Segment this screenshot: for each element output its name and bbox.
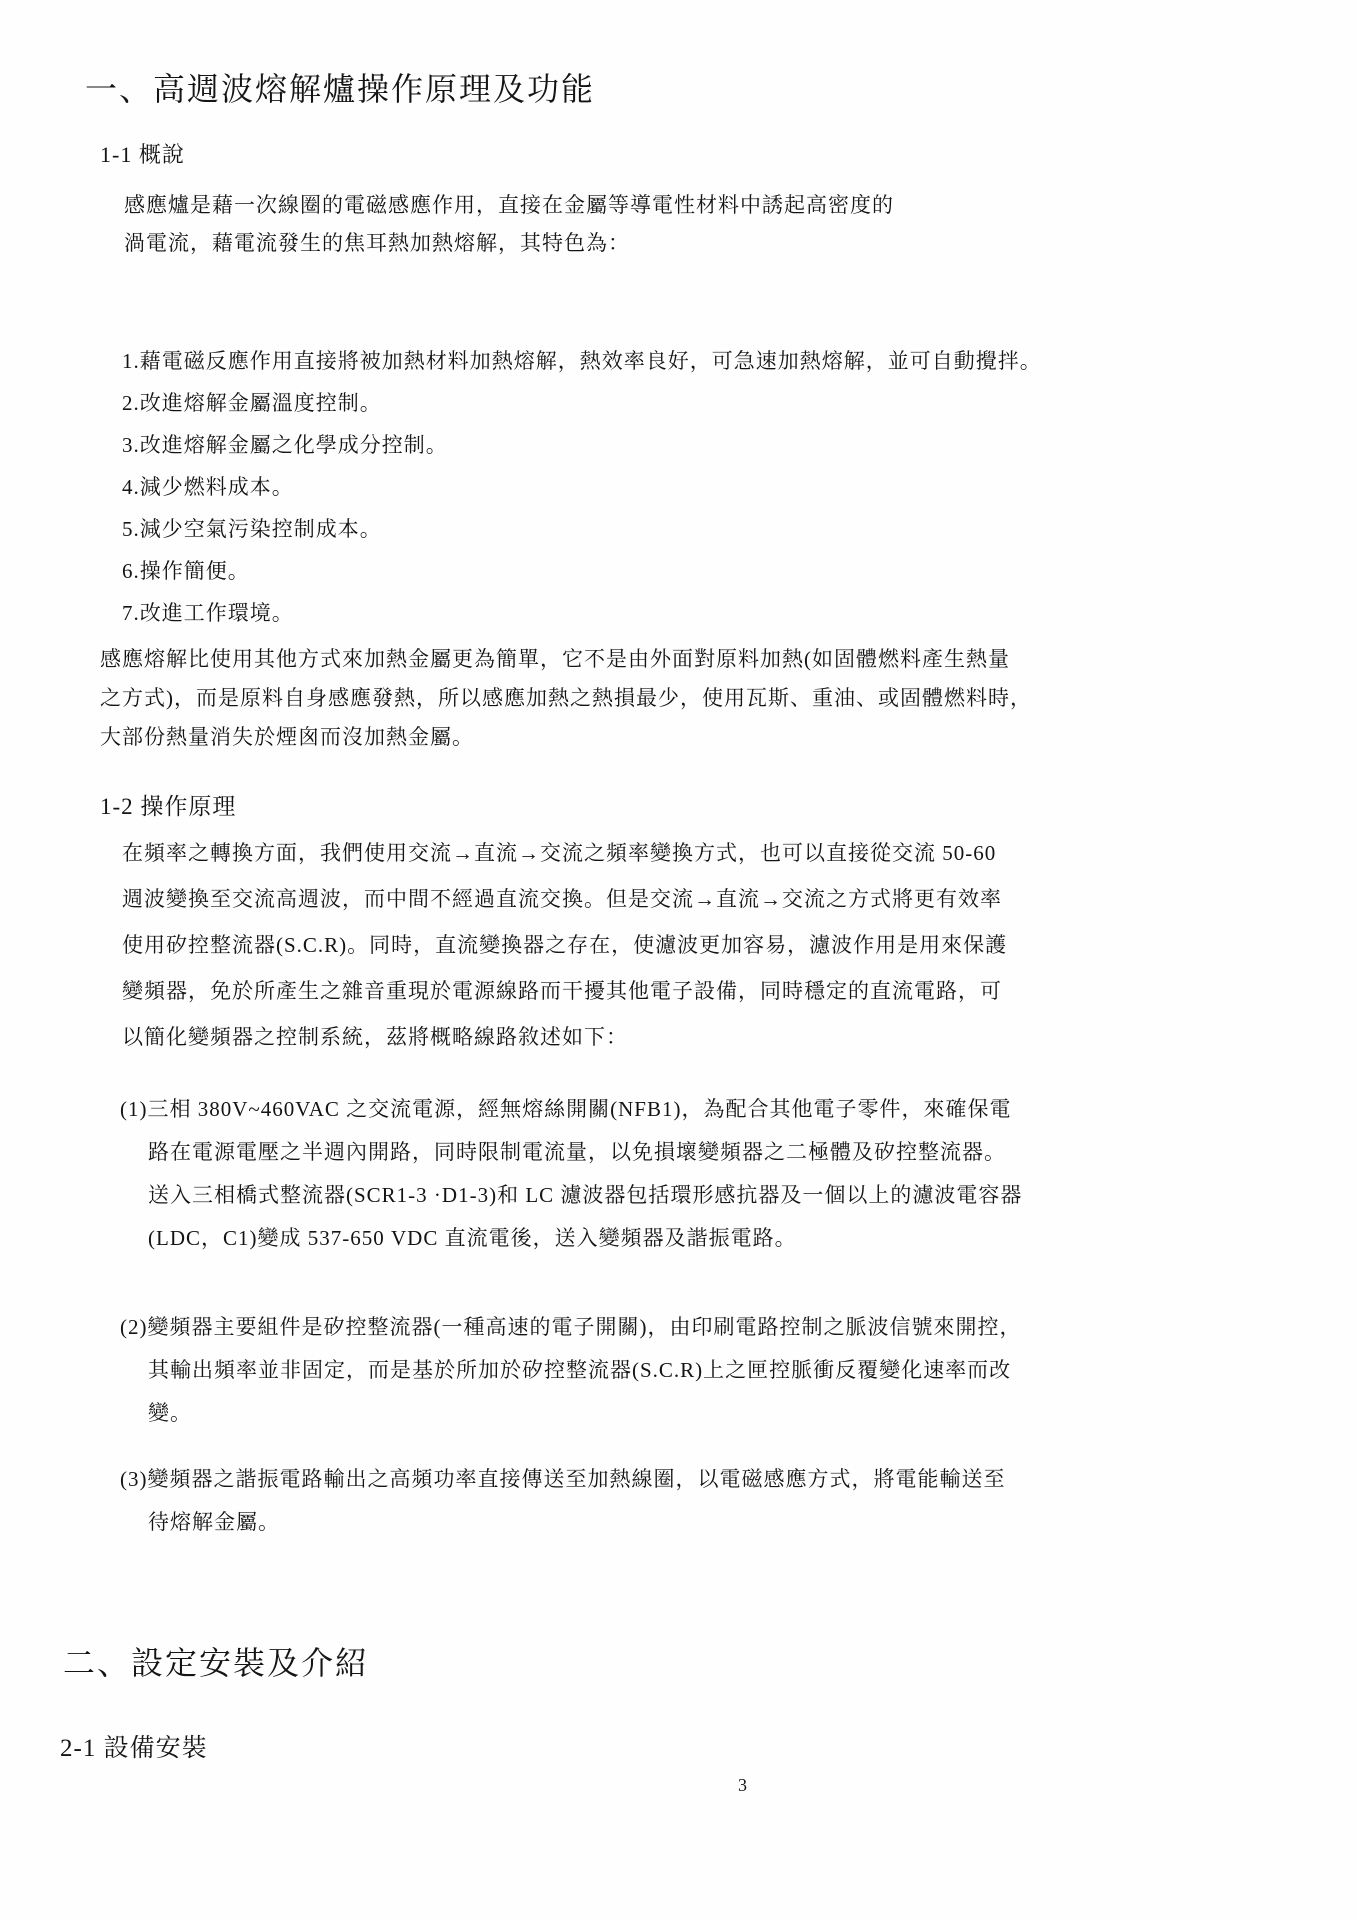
section-2-title: 二、設定安裝及介紹 bbox=[63, 1645, 370, 1681]
feature-item: 3.改進熔解金屬之化學成分控制。 bbox=[122, 433, 448, 457]
paragraph-line: 使用矽控整流器(S.C.R)。同時，直流變換器之存在，使濾波更加容易，濾波作用是用來保護 bbox=[122, 933, 1008, 957]
paragraph-line: (2)變頻器主要組件是矽控整流器(一種高速的電子開關)，由印刷電路控制之脈波信號來開控， bbox=[120, 1315, 1022, 1339]
paragraph-line: 變。 bbox=[148, 1401, 192, 1425]
feature-item: 4.減少燃料成本。 bbox=[122, 475, 294, 499]
paragraph-line: 渦電流，藉電流發生的焦耳熱加熱熔解，其特色為： bbox=[124, 231, 630, 255]
paragraph-line: 送入三相橋式整流器(SCR1-3 ·D1-3)和 LC 濾波器包括環形感抗器及一個以上的濾波電容器 bbox=[148, 1183, 1023, 1207]
paragraph-line: 大部份熱量消失於煙囪而沒加熱金屬。 bbox=[100, 725, 474, 749]
operation-principle-paragraph bbox=[122, 830, 1007, 1060]
paragraph-line: 路在電源電壓之半週內開路，同時限制電流量，以免損壞變頻器之二極體及矽控整流器。 bbox=[148, 1140, 1006, 1164]
summary-paragraph bbox=[100, 640, 1032, 757]
feature-item: 7.改進工作環境。 bbox=[122, 601, 294, 625]
feature-item: 6.操作簡便。 bbox=[122, 559, 250, 583]
paragraph-line: (1)三相 380V~460VAC 之交流電源，經無熔絲開關(NFB1)，為配合其他電子零件，來確保電 bbox=[120, 1097, 1012, 1121]
paragraph-line: 感應熔解比使用其他方式來加熱金屬更為簡單，它不是由外面對原料加熱(如固體燃料產生熱量 bbox=[100, 647, 1010, 671]
section-1-1-heading: 1-1 概說 bbox=[100, 142, 185, 167]
paragraph-line: 感應爐是藉一次線圈的電磁感應作用，直接在金屬等導電性材料中誘起高密度的 bbox=[124, 193, 894, 217]
feature-list bbox=[122, 340, 1042, 634]
section-1-title: 一、高週波熔解爐操作原理及功能 bbox=[85, 71, 596, 107]
paragraph-line: (LDC，C1)變成 537-650 VDC 直流電後，送入變頻器及諧振電路。 bbox=[148, 1226, 797, 1250]
section-2-1-heading: 2-1 設備安裝 bbox=[60, 1735, 208, 1762]
paragraph-line: 其輸出頻率並非固定，而是基於所加於矽控整流器(S.C.R)上之匣控脈衝反覆變化速率而改 bbox=[148, 1358, 1012, 1382]
paragraph-line: 變頻器，免於所產生之雜音重現於電源線路而干擾其他電子設備，同時穩定的直流電路，可 bbox=[122, 979, 1002, 1003]
paragraph-line: (3)變頻器之諧振電路輸出之高頻功率直接傳送至加熱線圈，以電磁感應方式，將電能輸送至 bbox=[120, 1467, 1006, 1491]
circuit-item-3 bbox=[120, 1458, 1005, 1544]
paragraph-line: 週波變換至交流高週波，而中間不經過直流交換。但是交流→直流→交流之方式將更有效率 bbox=[122, 887, 1002, 911]
feature-item: 2.改進熔解金屬溫度控制。 bbox=[122, 391, 382, 415]
paragraph-line: 待熔解金屬。 bbox=[148, 1510, 280, 1534]
paragraph-line: 在頻率之轉換方面，我們使用交流→直流→交流之頻率變換方式，也可以直接從交流 50-60 bbox=[122, 841, 997, 865]
paragraph-line: 之方式)，而是原料自身感應發熱，所以感應加熱之熱損最少，使用瓦斯、重油、或固體燃料時， bbox=[100, 686, 1032, 710]
page-number: 3 bbox=[738, 1775, 747, 1795]
feature-item: 1.藉電磁反應作用直接將被加熱材料加熱熔解，熱效率良好，可急速加熱熔解，並可自動攪拌。 bbox=[122, 349, 1042, 373]
feature-item: 5.減少空氣污染控制成本。 bbox=[122, 517, 382, 541]
circuit-item-2 bbox=[120, 1306, 1021, 1435]
circuit-item-1 bbox=[120, 1088, 1022, 1260]
section-1-2-heading: 1-2 操作原理 bbox=[100, 794, 237, 819]
paragraph-line: 以簡化變頻器之控制系統，茲將概略線路敘述如下： bbox=[122, 1025, 628, 1049]
overview-paragraph bbox=[124, 186, 894, 262]
